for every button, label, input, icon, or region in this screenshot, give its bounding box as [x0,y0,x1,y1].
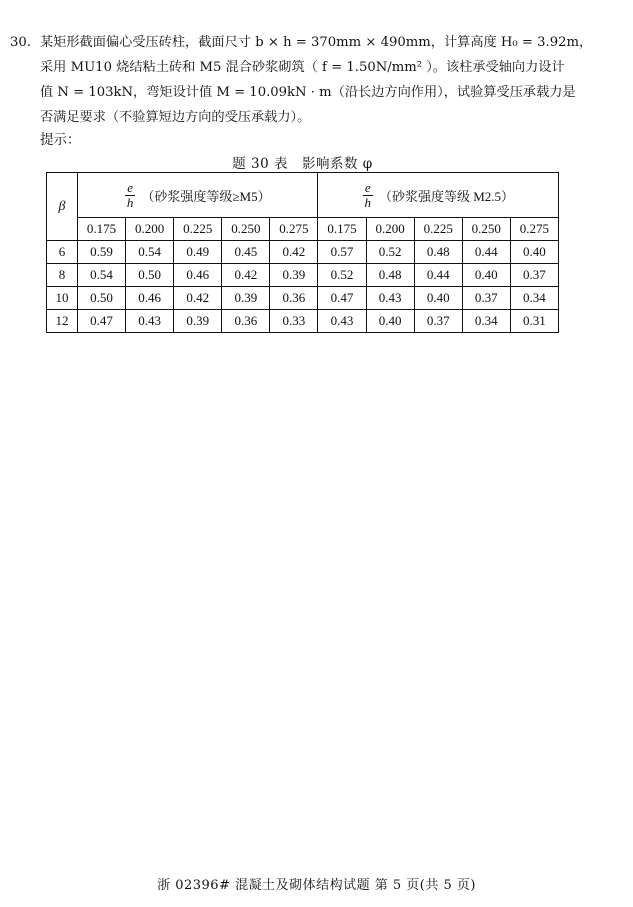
phi-value: 0.42 [270,241,318,264]
phi-value: 0.45 [222,241,270,264]
eh-value: 0.175 [318,218,366,241]
phi-value: 0.47 [318,287,366,310]
question-number: 30. [10,35,31,50]
beta-value: 10 [47,287,78,310]
phi-value: 0.36 [270,287,318,310]
phi-value: 0.43 [126,310,174,333]
eh-value: 0.250 [462,218,510,241]
phi-value: 0.49 [174,241,222,264]
phi-value: 0.44 [414,264,462,287]
phi-value: 0.59 [78,241,126,264]
eh-value: 0.275 [510,218,558,241]
question-line-1: 某矩形截面偏心受压砖柱，截面尺寸 b × h = 370mm × 490mm，计算高度 H₀ = 3.92m， [40,35,593,50]
eh-value: 0.250 [222,218,270,241]
phi-value: 0.46 [126,287,174,310]
phi-value: 0.40 [510,241,558,264]
group-right-header [318,173,559,218]
phi-value: 0.42 [174,287,222,310]
phi-value: 0.52 [366,241,414,264]
phi-value: 0.33 [270,310,318,333]
beta-value: 6 [47,241,78,264]
phi-value: 0.37 [510,264,558,287]
table-row [47,241,559,264]
phi-value: 0.39 [270,264,318,287]
phi-value: 0.31 [510,310,558,333]
phi-value: 0.52 [318,264,366,287]
phi-value: 0.54 [126,241,174,264]
phi-value: 0.46 [174,264,222,287]
table-header-row [47,173,559,218]
question-30 [10,30,600,130]
hint-label: 提示： [40,132,81,148]
eh-value: 0.200 [126,218,174,241]
phi-value: 0.48 [366,264,414,287]
phi-value: 0.39 [222,287,270,310]
eh-value: 0.200 [366,218,414,241]
phi-value: 0.47 [78,310,126,333]
phi-value: 0.42 [222,264,270,287]
phi-value: 0.57 [318,241,366,264]
page-footer: 浙 02396# 混凝土及砌体结构试题 第 5 页(共 5 页) [157,878,476,893]
eh-values-row [47,218,559,241]
phi-value: 0.43 [318,310,366,333]
table-row [47,310,559,333]
phi-value: 0.40 [462,264,510,287]
question-line-2: 采用 MU10 烧结粘土砖和 M5 混合砂浆砌筑（ f = 1.50N/mm² ）。该柱承受轴向力设计 [40,60,565,75]
eh-fraction: $\frac{e}{h}$ [364,179,371,210]
eh-value: 0.225 [414,218,462,241]
group-right-label: （砂浆强度等级 M2.5） [378,188,515,204]
eh-value: 0.275 [270,218,318,241]
phi-value: 0.34 [462,310,510,333]
question-line-4: 否满足要求（不验算短边方向的受压承载力）。 [40,110,311,125]
phi-value: 0.50 [78,287,126,310]
group-left-label: （砂浆强度等级≥M5） [141,188,271,204]
group-left-header [78,173,318,218]
phi-value: 0.40 [366,310,414,333]
phi-value: 0.34 [510,287,558,310]
phi-value: 0.40 [414,287,462,310]
phi-value: 0.44 [462,241,510,264]
table-row [47,264,559,287]
beta-value: 8 [47,264,78,287]
phi-value: 0.37 [414,310,462,333]
beta-value: 12 [47,310,78,333]
beta-header: β [47,173,78,241]
question-text [40,30,600,130]
phi-value: 0.50 [126,264,174,287]
table-row [47,287,559,310]
eh-value: 0.225 [174,218,222,241]
phi-value: 0.43 [366,287,414,310]
phi-value: 0.39 [174,310,222,333]
eh-fraction: $\frac{e}{h}$ [126,179,134,210]
table-caption: 题 30 表 影响系数 φ [232,156,373,172]
phi-value: 0.54 [78,264,126,287]
phi-value: 0.48 [414,241,462,264]
question-line-3: 值 N = 103kN，弯矩设计值 M = 10.09kN · m（沿长边方向作用），试验算受压承载力是 [40,85,576,100]
influence-coefficient-table [46,172,559,333]
phi-value: 0.36 [222,310,270,333]
phi-value: 0.37 [462,287,510,310]
eh-value: 0.175 [78,218,126,241]
